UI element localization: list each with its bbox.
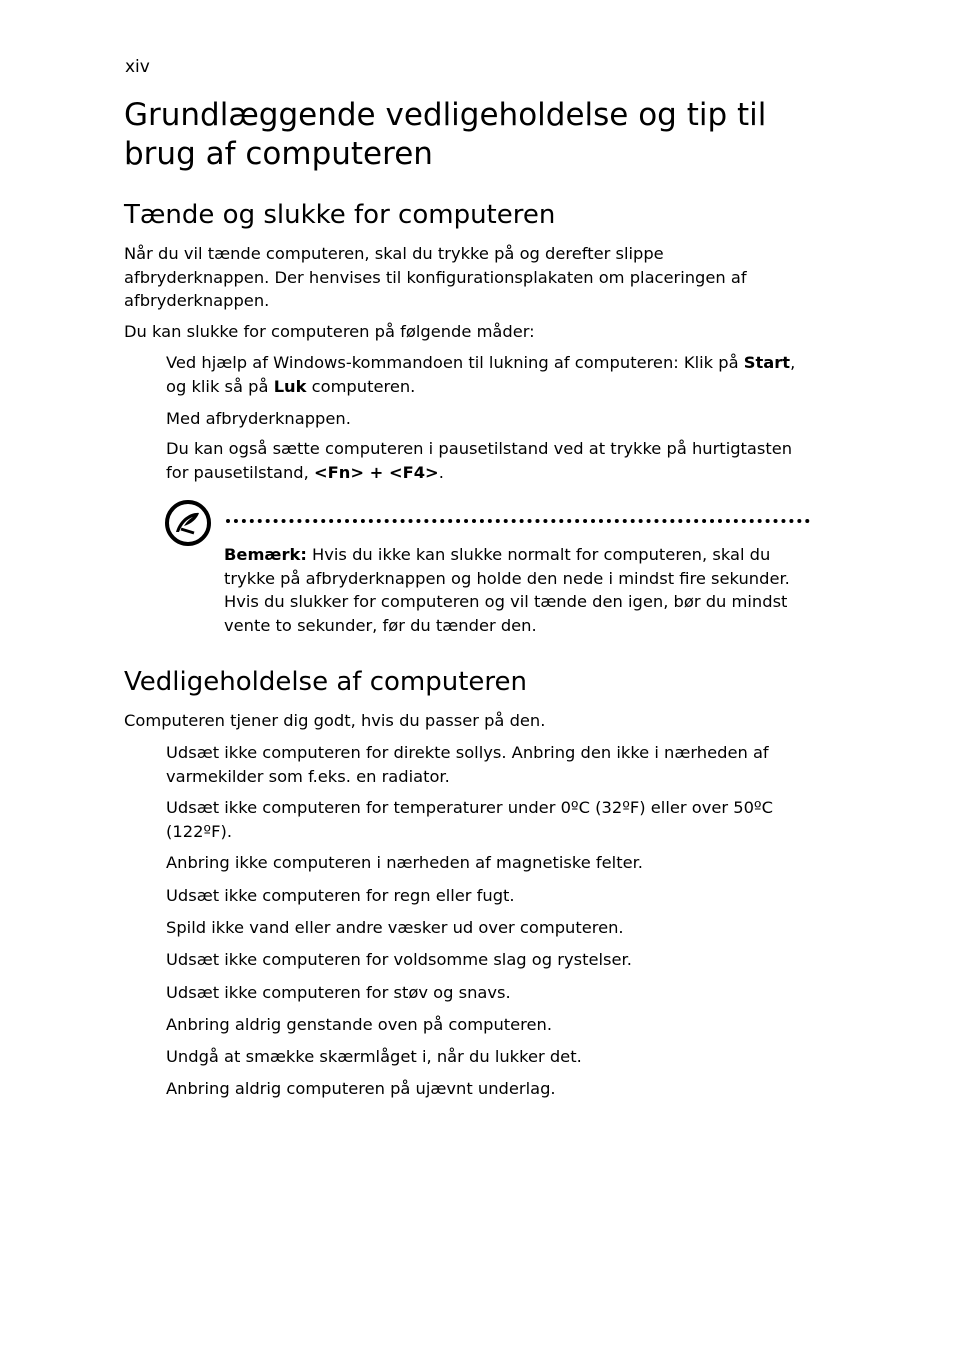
list-item-windows-shutdown bbox=[166, 351, 814, 398]
start-label: Start bbox=[743, 353, 791, 372]
list-item-sleep-hotkey bbox=[166, 437, 814, 484]
page-title: Grundlæggende vedligeholdelse og tip til brug af computeren bbox=[124, 97, 767, 172]
list-item: Udsæt ikke computeren for temperaturer under 0ºC (32ºF) eller over 50ºC (122ºF). bbox=[166, 798, 773, 841]
list-item-text: computeren. bbox=[306, 376, 416, 396]
list-item: Anbring ikke computeren i nærheden af magnetiske felter. bbox=[166, 853, 643, 872]
paragraph-power-on: Når du vil tænde computeren, skal du trykke på og derefter slippe afbryderknappen. Der henvises til konfigurationsplakaten om placeringen af afbryderknappen. bbox=[124, 244, 747, 310]
list-item: Anbring aldrig computeren på ujævnt underlag. bbox=[166, 1079, 556, 1098]
note-body: Hvis du ikke kan slukke normalt for computeren, skal du trykke på afbryderknappen og holde den nede i mindst fire sekunder. Hvis du slukker for computeren og vil tænde den igen, bør du mindst vente to sekunder, før du tænder den. bbox=[224, 545, 790, 635]
list-item-text: , og klik så på bbox=[166, 353, 796, 396]
note-divider bbox=[226, 519, 810, 523]
section-heading-maintenance: Vedligeholdelse af computeren bbox=[124, 667, 527, 697]
list-item: Spild ikke vand eller andre væsker ud over computeren. bbox=[166, 918, 624, 937]
list-item-text: Ved hjælp af Windows-kommandoen til lukning af computeren: Klik på bbox=[166, 353, 744, 372]
list-item: Anbring aldrig genstande oven på computeren. bbox=[166, 1015, 553, 1034]
list-item: Undgå at smække skærmlåget i, når du lukker det. bbox=[166, 1047, 582, 1066]
list-item: Udsæt ikke computeren for voldsomme slag og rystelser. bbox=[166, 950, 632, 969]
list-item: Udsæt ikke computeren for regn eller fugt. bbox=[166, 886, 515, 905]
luk-label: Luk bbox=[273, 376, 307, 396]
section-heading-power: Tænde og slukke for computeren bbox=[124, 200, 556, 230]
note-label: Bemærk: bbox=[224, 545, 307, 564]
paragraph-power-off-intro: Du kan slukke for computeren på følgende måder: bbox=[124, 322, 535, 341]
list-item-text: . bbox=[438, 462, 444, 482]
note-icon bbox=[164, 499, 212, 547]
list-item-text: Du kan også sætte computeren i pausetilstand ved at trykke på hurtigtasten for pausetilstand, bbox=[166, 439, 793, 482]
hotkey-label: <Fn> + <F4> bbox=[313, 462, 439, 482]
list-item: Udsæt ikke computeren for støv og snavs. bbox=[166, 983, 511, 1002]
list-item: Udsæt ikke computeren for direkte sollys. Anbring den ikke i nærheden af varmekilder som f.eks. en radiator. bbox=[166, 743, 769, 786]
list-item-power-button: Med afbryderknappen. bbox=[166, 409, 351, 428]
note-text bbox=[224, 543, 814, 637]
paragraph-maintenance-intro: Computeren tjener dig godt, hvis du passer på den. bbox=[124, 711, 546, 730]
page-number: xiv bbox=[125, 57, 150, 77]
